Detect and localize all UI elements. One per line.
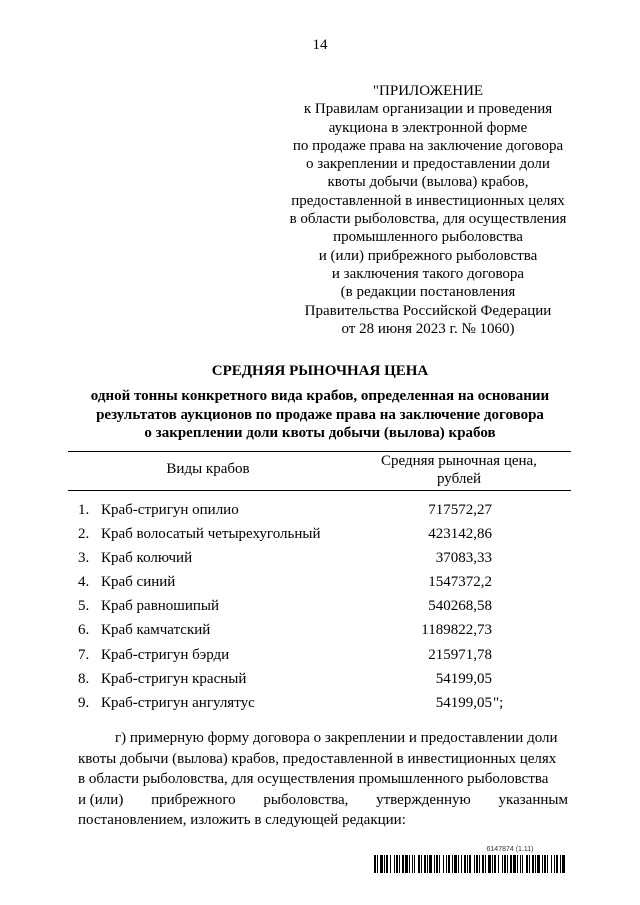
barcode-bar (446, 855, 447, 873)
barcode-bar (454, 855, 457, 873)
paragraph-line: в области рыболовства, для осуществления промышленного рыболовства (78, 771, 549, 787)
crab-name: Краб-стригун опилио (101, 502, 239, 518)
column-header-price (350, 452, 568, 488)
barcode-bar (467, 855, 468, 873)
barcode-bar (384, 855, 385, 873)
barcode-bar (502, 855, 503, 873)
page-number: 14 (312, 37, 328, 53)
row-number: 9. (78, 694, 90, 711)
barcode-bar (513, 855, 516, 873)
subtitle-line: результатов аукционов по продаже права на заключение договора (96, 406, 544, 423)
appendix-line: Правительства Российской Федерации (304, 302, 552, 319)
table-row (0, 670, 640, 694)
row-number: 6. (78, 622, 90, 639)
barcode-bar (458, 855, 459, 873)
document-title: СРЕДНЯЯ РЫНОЧНАЯ ЦЕНА (211, 363, 429, 379)
barcode-bar (452, 855, 453, 873)
barcode-bar (377, 855, 378, 873)
appendix-line: о закреплении и предоставлении доли (306, 156, 550, 173)
barcode-bar (520, 855, 521, 873)
paragraph-line: постановлением, изложить в следующей редакции: (78, 812, 406, 828)
paragraph-word: и (или) (78, 791, 124, 808)
barcode-bar (492, 855, 493, 873)
barcode-bar (394, 855, 395, 873)
barcode-bar (443, 855, 444, 873)
crab-name: Краб колючий (101, 550, 193, 567)
barcode-bar (418, 855, 420, 873)
appendix-line: аукциона в электронной форме (328, 119, 528, 136)
appendix-line: и (или) прибрежного рыболовства (318, 247, 538, 264)
table-row (0, 525, 640, 549)
barcode-bar (562, 855, 565, 873)
barcode-bar (544, 855, 546, 873)
crab-price: 423142,86 (428, 526, 492, 543)
crab-name: Краб волосатый четырехугольный (101, 526, 321, 543)
barcode-bar (429, 855, 432, 873)
row-number: 1. (78, 502, 90, 518)
barcode-bar (424, 855, 426, 873)
crab-name: Краб камчатский (101, 622, 211, 639)
barcode-bar (405, 855, 408, 873)
barcode-bar (479, 855, 480, 873)
table-header-rule (68, 490, 571, 491)
table-row (0, 501, 640, 525)
column-header-crab-type: Виды крабов (166, 461, 250, 477)
appendix-line: и заключения такого договора (331, 265, 525, 282)
crab-name: Краб-стригун красный (101, 670, 247, 687)
appendix-line: промышленного рыболовства (333, 229, 523, 246)
barcode-bar (510, 855, 512, 873)
barcode-bar (547, 855, 548, 873)
row-number: 2. (78, 526, 90, 543)
appendix-line: предоставленной в инвестиционных целях (291, 192, 565, 209)
appendix-line: от 28 июня 2023 г. № 1060) (341, 320, 515, 337)
barcode-bar (498, 855, 499, 873)
barcode-bar (522, 855, 523, 873)
crab-price: 215971,78 (428, 646, 492, 663)
appendix-line: "ПРИЛОЖЕНИЕ (372, 83, 484, 99)
crab-price: 54199,05 (435, 694, 492, 711)
barcode-bar (469, 855, 471, 873)
barcode-bar (434, 855, 435, 873)
document-code: 6147874 (1.11) (486, 846, 534, 853)
table-row (0, 597, 640, 621)
barcode-bar (532, 855, 534, 873)
barcode-bar (517, 855, 518, 873)
barcode-bar (488, 855, 491, 873)
barcode-bar (504, 855, 506, 873)
paragraph-line: квоты добычи (вылова) крабов, предоставленной в инвестиционных целях (78, 750, 557, 767)
barcode-bar (399, 855, 400, 873)
appendix-line: (в редакции постановления (340, 284, 516, 301)
barcode-bar (551, 855, 552, 873)
barcode-bar (374, 855, 376, 873)
row-suffix: "; (493, 694, 504, 711)
column-header-price-line: Средняя рыночная цена, (381, 453, 537, 469)
row-number: 4. (78, 574, 90, 591)
barcode-bar (412, 855, 413, 873)
appendix-header (258, 82, 598, 338)
row-number: 3. (78, 550, 90, 567)
barcode-bar (537, 855, 540, 873)
table-row (0, 573, 640, 597)
row-number: 7. (78, 646, 90, 663)
table-row (0, 646, 640, 670)
table-row (0, 549, 640, 573)
barcode-bar (396, 855, 398, 873)
row-number: 8. (78, 670, 90, 687)
paragraph-word: указанным (498, 791, 568, 808)
barcode-bar (507, 855, 508, 873)
barcode-bar (448, 855, 450, 873)
barcode-bar (560, 855, 561, 873)
barcode-bar (529, 855, 530, 873)
appendix-line: в области рыболовства, для осуществления (289, 211, 567, 228)
crab-price: 717572,27 (428, 502, 492, 518)
barcode-bar (421, 855, 422, 873)
barcode-bar (494, 855, 496, 873)
barcode-bar (436, 855, 438, 873)
crab-price: 540268,58 (428, 598, 492, 615)
table-row (0, 694, 640, 718)
appendix-line: по продаже права на заключение договора (292, 137, 564, 154)
barcode-bar (535, 855, 536, 873)
barcode-bar (476, 855, 478, 873)
subtitle-line: одной тонны конкретного вида крабов, определенная на основании (90, 388, 550, 404)
barcode-bar (474, 855, 475, 873)
column-header-price-line: рублей (436, 471, 482, 487)
barcode-bar (414, 855, 415, 873)
barcode-bar (482, 855, 484, 873)
body-paragraph (78, 728, 568, 831)
barcode-bar (542, 855, 543, 873)
barcode-bar (461, 855, 462, 873)
barcode (374, 855, 566, 873)
crab-price: 1189822,73 (421, 622, 492, 639)
barcode-bar (386, 855, 388, 873)
crab-name: Краб равношипый (101, 598, 220, 615)
price-table-body (0, 501, 640, 718)
paragraph-word: утвержденную (376, 791, 471, 808)
crab-price: 54199,05 (435, 670, 492, 687)
crab-name: Краб синий (101, 574, 176, 591)
subtitle-line: о закреплении доли квоты добычи (вылова) крабов (144, 425, 496, 441)
barcode-bar (427, 855, 428, 873)
paragraph-line (78, 790, 568, 811)
appendix-line: квоты добычи (вылова) крабов, (327, 174, 529, 191)
barcode-bar (556, 855, 558, 873)
barcode-bar (380, 855, 383, 873)
paragraph-line: г) примерную форму договора о закреплении и предоставлении доли (115, 730, 558, 746)
appendix-line: к Правилам организации и проведения (303, 101, 553, 118)
barcode-bar (526, 855, 528, 873)
paragraph-word: прибрежного (151, 791, 236, 808)
barcode-bar (485, 855, 486, 873)
paragraph-word: рыболовства, (263, 791, 349, 808)
barcode-bar (390, 855, 391, 873)
barcode-bar (402, 855, 404, 873)
barcode-bar (409, 855, 410, 873)
barcode-bar (554, 855, 555, 873)
row-number: 5. (78, 598, 90, 615)
crab-name: Краб-стригун ангулятус (101, 694, 255, 711)
barcode-bar (439, 855, 440, 873)
crab-price: 37083,33 (435, 550, 492, 567)
table-row (0, 621, 640, 645)
crab-name: Краб-стригун бэрди (101, 646, 230, 663)
document-subtitle (60, 387, 580, 443)
barcode-bar (464, 855, 466, 873)
crab-price: 1547372,2 (428, 574, 492, 591)
